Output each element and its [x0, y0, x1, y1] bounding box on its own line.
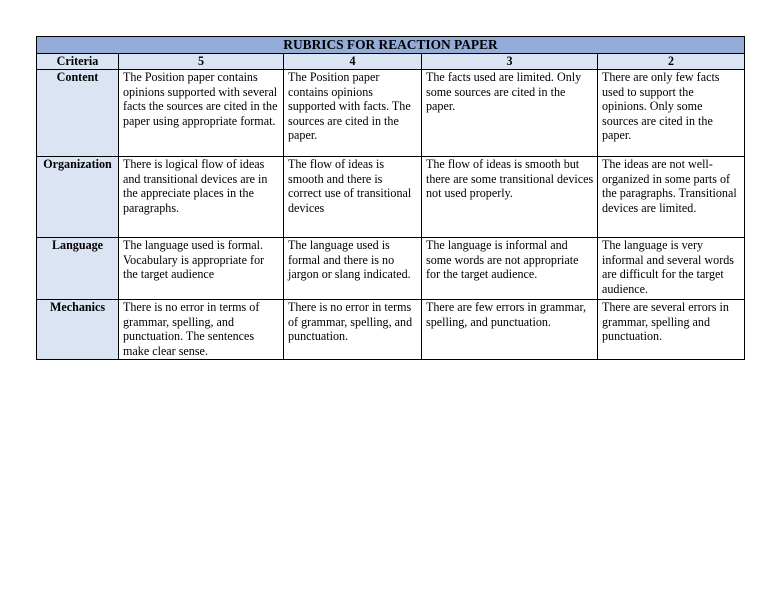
table-cell: There are only few facts used to support the opinions. Only some sources are cited in the paper. [598, 70, 745, 157]
header-score-3: 3 [422, 54, 598, 70]
table-cell: There are several errors in grammar, spelling and punctuation. [598, 300, 745, 360]
table-title: RUBRICS FOR REACTION PAPER [37, 37, 745, 54]
table-row-content [37, 70, 745, 157]
table-cell: The flow of ideas is smooth but there are some transitional devices not used properly. [422, 157, 598, 238]
table-row-language [37, 238, 745, 300]
title-row [37, 37, 745, 54]
table-cell: There is no error in terms of grammar, spelling, and punctuation. [284, 300, 422, 360]
criterion-language: Language [37, 238, 119, 300]
criterion-mechanics: Mechanics [37, 300, 119, 360]
table-cell: The facts used are limited. Only some sources are cited in the paper. [422, 70, 598, 157]
header-score-5: 5 [119, 54, 284, 70]
table-cell: The flow of ideas is smooth and there is correct use of transitional devices [284, 157, 422, 238]
criterion-organization: Organization [37, 157, 119, 238]
table-cell: The Position paper contains opinions supported with facts. The sources are cited in the paper. [284, 70, 422, 157]
table-cell: There is logical flow of ideas and transitional devices are in the appreciate places in the paragraphs. [119, 157, 284, 238]
table-cell: The language is informal and some words are not appropriate for the target audience. [422, 238, 598, 300]
table-cell: There are few errors in grammar, spelling, and punctuation. [422, 300, 598, 360]
header-score-4: 4 [284, 54, 422, 70]
table-row-mechanics [37, 300, 745, 360]
header-row [37, 54, 745, 70]
table-cell: There is no error in terms of grammar, spelling, and punctuation. The sentences make clear sense. [119, 300, 284, 360]
criterion-content: Content [37, 70, 119, 157]
header-criteria: Criteria [37, 54, 119, 70]
table-cell: The ideas are not well-organized in some parts of the paragraphs. Transitional devices are limited. [598, 157, 745, 238]
rubric-table [36, 36, 745, 360]
table-cell: The Position paper contains opinions supported with several facts the sources are cited in the paper using appropriate format. [119, 70, 284, 157]
table-cell: The language used is formal and there is no jargon or slang indicated. [284, 238, 422, 300]
table-cell: The language is very informal and several words are difficult for the target audience. [598, 238, 745, 300]
table-cell: The language used is formal. Vocabulary is appropriate for the target audience [119, 238, 284, 300]
header-score-2: 2 [598, 54, 745, 70]
table-row-organization [37, 157, 745, 238]
